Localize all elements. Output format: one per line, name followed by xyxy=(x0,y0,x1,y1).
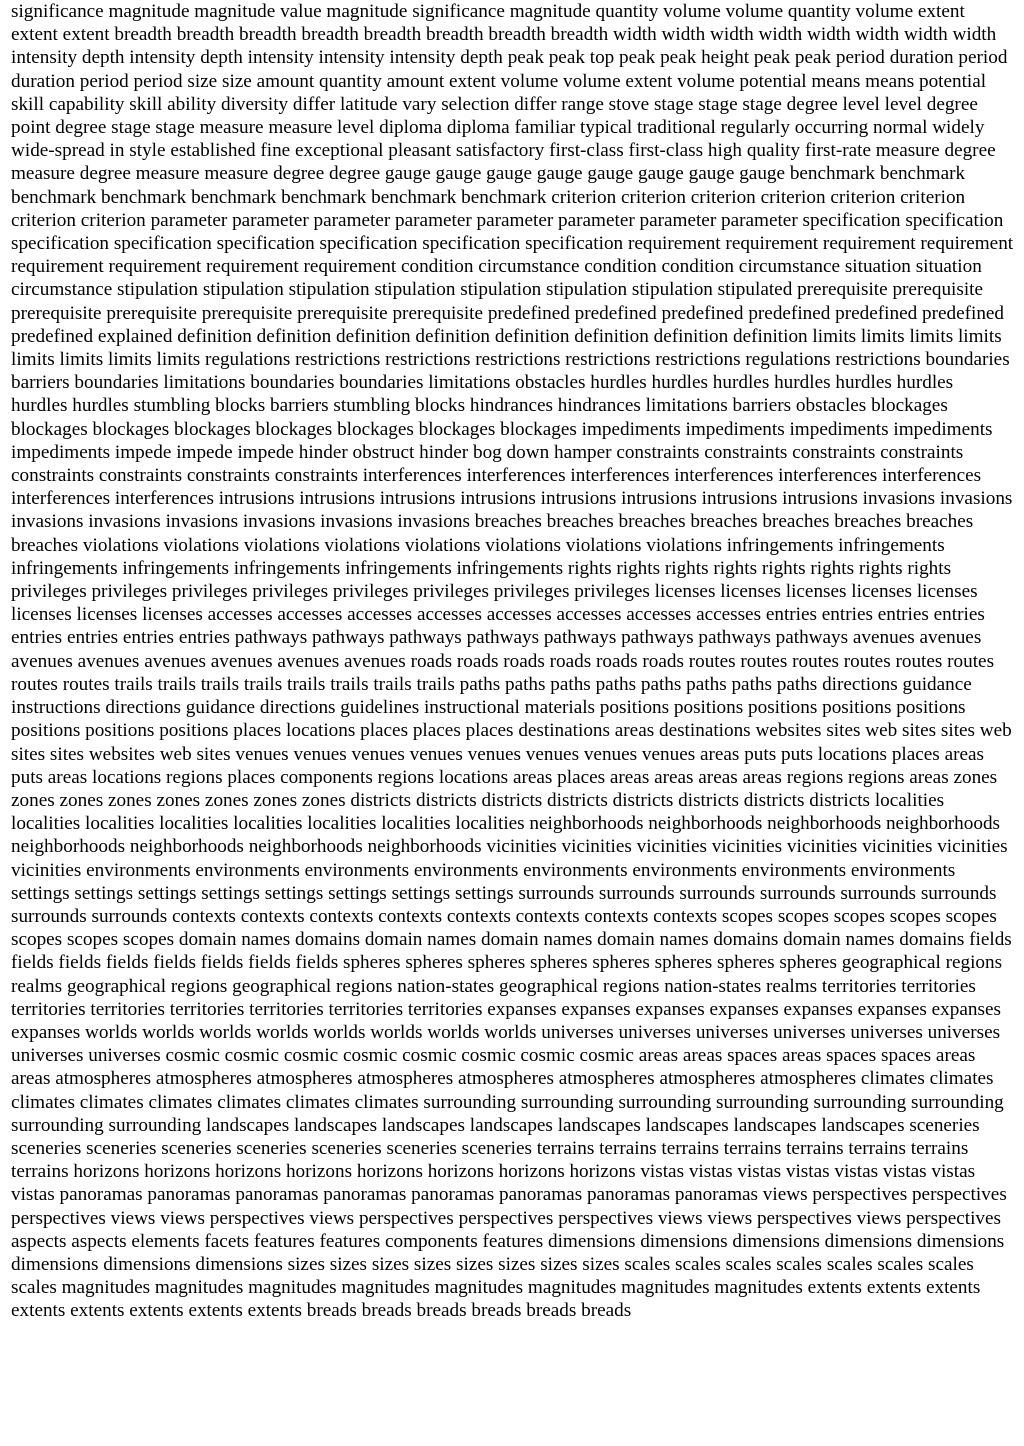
body-text: significance magnitude magnitude value magnitude significance magnitude quantity volume volume quantity volume extent extent extent breadth breadth breadth breadth breadth breadth breadth breadth width width width width width width width width intensity depth intensity depth intensity intensity intensity depth peak peak top peak peak height peak peak period duration period duration period period size size amount quantity amount extent volume volume extent volume potential means means potential skill capability skill ability diversity differ latitude vary selection differ range stove stage stage stage degree level level degree point degree stage stage measure measure level diploma diploma familiar typical traditional regularly occurring normal widely wide-spread in style established fine exceptional pleasant satisfactory first-class first-class high quality first-rate measure degree measure degree measure measure degree degree gauge gauge gauge gauge gauge gauge gauge gauge benchmark benchmark benchmark benchmark benchmark benchmark benchmark benchmark criterion criterion criterion criterion criterion criterion criterion criterion parameter parameter parameter parameter parameter parameter parameter parameter specification specification specification specification specification specification specification specification requirement requirement requirement requirement requirement requirement requirement requirement condition circumstance condition condition circumstance situation situation circumstance stipulation stipulation stipulation stipulation stipulation stipulation stipulation stipulated prerequisite prerequisite prerequisite prerequisite prerequisite prerequisite prerequisite predefined predefined predefined predefined predefined predefined predefined explained definition definition definition definition definition definition definition definition limits limits limits limits limits limits limits limits regulations restrictions restrictions restrictions restrictions restrictions regulations restrictions boundaries barriers boundaries limitations boundaries boundaries limitations obstacles hurdles hurdles hurdles hurdles hurdles hurdles hurdles hurdles stumbling blocks barriers stumbling blocks hindrances hindrances limitations barriers obstacles blockages blockages blockages blockages blockages blockages blockages blockages impediments impediments impediments impediments impediments impede impede impede hinder obstruct hinder bog down hamper constraints constraints constraints constraints constraints constraints constraints constraints interferences interferences interferences interferences interferences interferences interferences interferences intrusions intrusions intrusions intrusions intrusions intrusions intrusions intrusions invasions invasions invasions invasions invasions invasions invasions invasions breaches breaches breaches breaches breaches breaches breaches breaches violations violations violations violations violations violations violations violations infringements infringements infringements infringements infringements infringements infringements rights rights rights rights rights rights rights rights privileges privileges privileges privileges privileges privileges privileges privileges licenses licenses licenses licenses licenses licenses licenses licenses accesses accesses accesses accesses accesses accesses accesses accesses entries entries entries entries entries entries entries entries pathways pathways pathways pathways pathways pathways pathways pathways avenues avenues avenues avenues avenues avenues avenues avenues roads roads roads roads roads roads routes routes routes routes routes routes routes routes trails trails trails trails trails trails trails trails paths paths paths paths paths paths paths paths directions guidance instructions directions guidance directions guidelines instructional materials positions positions positions positions positions positions positions positions places locations places places places destinations areas destinations websites sites web sites sites web sites sites websites web sites venues venues venues venues venues venues venues venues areas puts puts locations places areas puts areas locations regions places components regions locations areas places areas areas areas areas regions regions areas zones zones zones zones zones zones zones zones districts districts districts districts districts districts districts districts localities localities localities localities localities localities localities localities neighborhoods neighborhoods neighborhoods neighborhoods neighborhoods neighborhoods neighborhoods neighborhoods vicinities vicinities vicinities vicinities vicinities vicinities vicinities vicinities environments environments environments environments environments environments environments environments settings settings settings settings settings settings settings settings surrounds surrounds surrounds surrounds surrounds surrounds surrounds surrounds contexts contexts contexts contexts contexts contexts contexts contexts scopes scopes scopes scopes scopes scopes scopes scopes domain names domains domain names domain names domain names domains domain names domains fields fields fields fields fields fields fields fields spheres spheres spheres spheres spheres spheres spheres spheres geographical regions realms geographical regions geographical regions nation-states geographical regions nation-states realms territories territories territories territories territories territories territories territories expanses expanses expanses expanses expanses expanses expanses expanses worlds worlds worlds worlds worlds worlds worlds worlds universes universes universes universes universes universes universes universes cosmic cosmic cosmic cosmic cosmic cosmic cosmic cosmic areas areas spaces areas spaces spaces areas areas atmospheres atmospheres atmospheres atmospheres atmospheres atmospheres atmospheres atmospheres climates climates climates climates climates climates climates climates surrounding surrounding surrounding surrounding surrounding surrounding surrounding surrounding landscapes landscapes landscapes landscapes landscapes landscapes landscapes landscapes sceneries sceneries sceneries sceneries sceneries sceneries sceneries sceneries terrains terrains terrains terrains terrains terrains terrains terrains horizons horizons horizons horizons horizons horizons horizons horizons vistas vistas vistas vistas vistas vistas vistas vistas panoramas panoramas panoramas panoramas panoramas panoramas panoramas panoramas views perspectives perspectives perspectives views views perspectives views perspectives perspectives perspectives views views perspectives views perspectives aspects aspects elements facets features features components features dimensions dimensions dimensions dimensions dimensions dimensions dimensions dimensions sizes sizes sizes sizes sizes sizes sizes sizes scales scales scales scales scales scales scales scales magnitudes magnitudes magnitudes magnitudes magnitudes magnitudes magnitudes magnitudes extents extents extents extents extents extents extents extents breads breads breads breads breads breads xyxy=(11,1,1014,1322)
